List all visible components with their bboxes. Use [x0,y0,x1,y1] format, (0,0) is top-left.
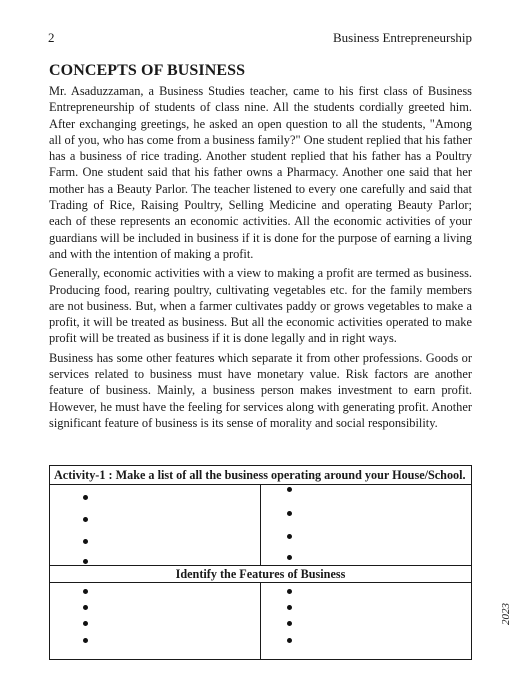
page-number: 2 [48,30,55,45]
paragraph-3: Business has some other features which separate it from other professions. Goods or services related to business must have monetary value. Risk factors are another feature of business. Mainly, a business person makes investment to earn profit. However, he must have the feeling for services along with generating profit. Another significant feature of business is its sense of morality and social responsibility. [49,350,472,430]
running-title: Business Entrepreneurship [332,30,472,45]
paragraph-2: Generally, economic activities with a view to making a profit are termed as business. Producing food, rearing poultry, cultivating vegetables etc. for the family members are not business. But, when a farmer cultivates paddy or grows vegetables to make a profit, it will be treated as business. But all the economic activities operated to make profit will be treated as business if it is done legally and in right ways. [49,266,472,346]
activity-table [49,465,472,660]
main-content [49,62,472,434]
bullet-icon [287,621,292,626]
bullet-icon [287,605,292,610]
bullet-icon [83,638,88,643]
bullet-icon [83,621,88,626]
bullet-icon [287,589,292,594]
bullet-icon [83,517,88,522]
bullet-icon [287,638,292,643]
bullet-icon [83,495,88,500]
paragraph-1: Mr. Asaduzzaman, a Business Studies teacher, came to his first class of Business Entrepreneurship of students of class nine. All the students cordially greeted him. After exchanging greetings, he asked an open question to all the students, "Among all of you, who has come from a business family?" One student replied that his father has a business of rice trading. Another student replied that his father has a Poultry Farm. One student said that his father owns a Pharmacy. Another one said that her mother has a Beauty Parlor. The teacher listened to every one carefully and said that Trading of Rice, Raising Poultry, Selling Medicine and operating Beauty Parlor; each of these represents an economic activities. All the economic activities of your guardians will be included in business if it is done for the purpose of earning a living and with the intention of making a profit. [49,84,472,261]
year-stamp: 2023 [500,603,512,625]
section-title: CONCEPTS OF BUSINESS [49,62,246,79]
business-list-right[interactable] [261,485,472,566]
bullet-icon [287,534,292,539]
bullet-icon [287,487,292,492]
features-list-left[interactable] [50,583,261,660]
features-title: Identify the Features of Business [50,566,472,583]
bullet-icon [83,605,88,610]
features-list-right[interactable] [261,583,472,660]
bullet-icon [83,589,88,594]
bullet-icon [287,555,292,560]
bullet-icon [287,511,292,516]
business-list-left[interactable] [50,485,261,566]
bullet-icon [83,539,88,544]
activity-title: Activity-1 : Make a list of all the business operating around your House/School. [50,466,472,485]
bullet-icon [83,559,88,564]
